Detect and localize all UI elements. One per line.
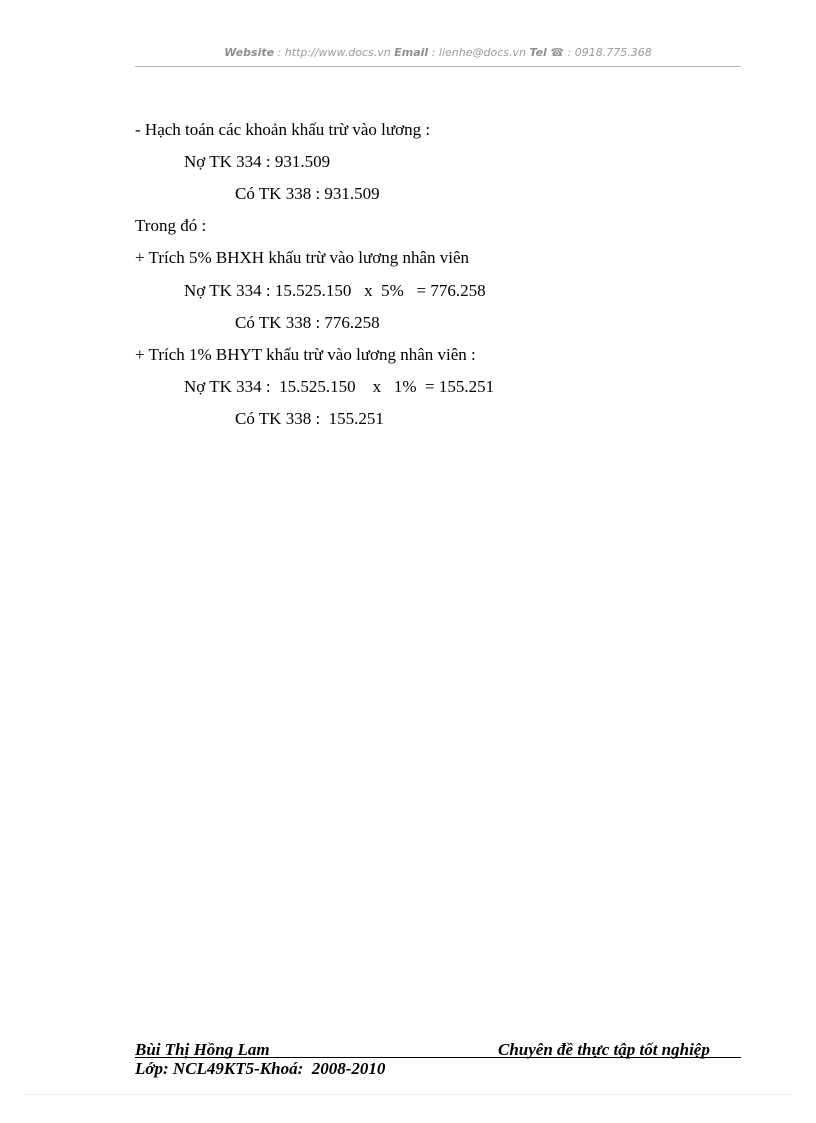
phone-icon: ☎: [550, 46, 565, 59]
body-line-bhyt: + Trích 1% BHYT khấu trừ vào lương nhân viên :: [135, 345, 476, 364]
website-label: Website: [224, 46, 275, 59]
body-line-subheading: Trong đó :: [135, 216, 207, 235]
website-value: : http://www.docs.vn: [274, 46, 395, 59]
body-line-bhxh-credit: Có TK 338 : 776.258: [235, 313, 380, 332]
page-bottom-rule: [25, 1094, 791, 1095]
body-line-bhyt-credit: Có TK 338 : 155.251: [235, 409, 384, 428]
page-header: [135, 46, 741, 67]
body-line-heading: - Hạch toán các khoản khấu trừ vào lương :: [135, 120, 431, 139]
body-line-bhxh: + Trích 5% BHXH khấu trừ vào lương nhân viên: [135, 248, 470, 267]
body-line-credit: Có TK 338 : 931.509: [235, 184, 380, 203]
email-label: Email: [394, 46, 429, 59]
email-value: : lienhe@docs.vn: [428, 46, 530, 59]
footer-report-title: Chuyên đề thực tập tốt nghiệp: [498, 1040, 710, 1059]
footer-class-info: Lớp: NCL49KT5-Khoá: 2008-2010: [135, 1059, 386, 1078]
body-line-debit: Nợ TK 334 : 931.509: [184, 152, 331, 171]
tel-label: Tel: [529, 46, 547, 59]
tel-value: : 0918.775.368: [564, 46, 652, 59]
body-line-bhyt-debit: Nợ TK 334 : 15.525.150 x 1% = 155.251: [184, 377, 495, 396]
footer-author: Bùi Thị Hồng Lam: [135, 1040, 270, 1059]
body-line-bhxh-debit: Nợ TK 334 : 15.525.150 x 5% = 776.258: [184, 281, 486, 300]
